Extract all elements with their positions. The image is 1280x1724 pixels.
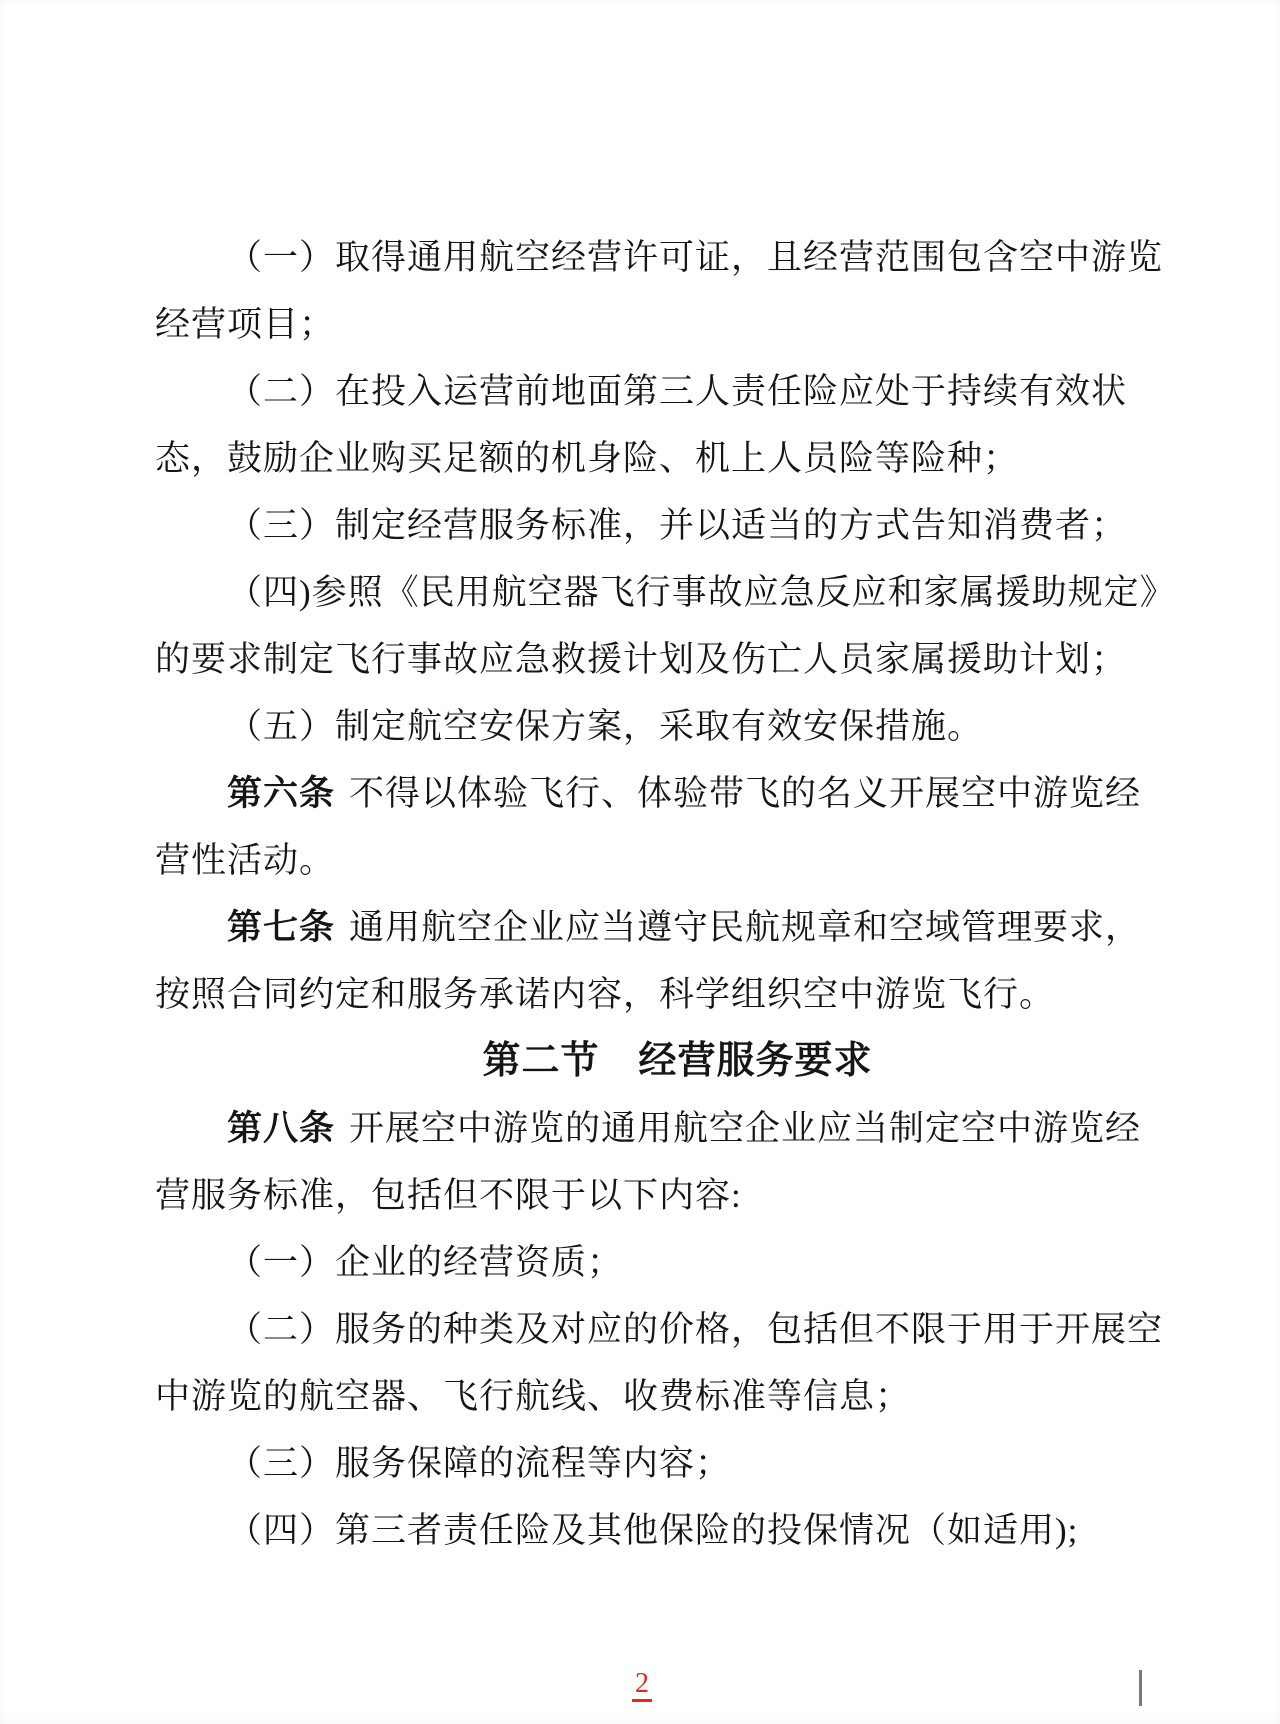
- page-number: 2: [632, 1669, 652, 1702]
- text-line: （三）服务保障的流程等内容；: [227, 1444, 732, 1483]
- article-term: 第八条: [227, 1109, 336, 1148]
- text-line: 按照合同约定和服务承诺内容，科学组织空中游览飞行。: [155, 975, 1056, 1014]
- text-run: 不得以体验飞行、体验带飞的名义开展空中游览经: [349, 774, 1142, 813]
- text-line: 的要求制定飞行事故应急救援计划及伤亡人员家属援助计划；: [155, 640, 1128, 679]
- text-line: 中游览的航空器、飞行航线、收费标准等信息；: [155, 1377, 912, 1416]
- text-line: （一）企业的经营资质；: [227, 1243, 624, 1282]
- text-line: （四）第三者责任险及其他保险的投保情况（如适用);: [227, 1511, 1079, 1550]
- text-line: （一）取得通用航空经营许可证，且经营范围包含空中游览: [227, 238, 1164, 277]
- text-line: （三）制定经营服务标准，并以适当的方式告知消费者；: [227, 506, 1128, 545]
- article-term: 第七条: [227, 908, 336, 947]
- text-line: （四)参照《民用航空器飞行事故应急反应和家属援助规定》: [227, 573, 1176, 612]
- text-run: 开展空中游览的通用航空企业应当制定空中游览经: [349, 1109, 1142, 1148]
- article-term: 第六条: [227, 774, 336, 813]
- document-body: [155, 224, 1176, 1564]
- text-line: 营性活动。: [155, 841, 336, 880]
- text-line: （二）在投入运营前地面第三人责任险应处于持续有效状: [227, 372, 1128, 411]
- text-line: 经营项目；: [155, 305, 336, 344]
- text-line: 营服务标准，包括但不限于以下内容:: [155, 1176, 742, 1215]
- caret-mark: [1139, 1670, 1142, 1706]
- text-line: （五）制定航空安保方案，采取有效安保措施。: [227, 707, 984, 746]
- text-line: [155, 1095, 1142, 1162]
- text-line: [155, 894, 1142, 961]
- section-heading: 第二节 经营服务要求: [482, 1040, 873, 1082]
- text-line: 态，鼓励企业购买足额的机身险、机上人员险等险种；: [155, 439, 1020, 478]
- text-line: （二）服务的种类及对应的价格，包括但不限于用于开展空: [227, 1310, 1164, 1349]
- text-run: 通用航空企业应当遵守民航规章和空域管理要求，: [349, 908, 1142, 947]
- text-line: [155, 760, 1142, 827]
